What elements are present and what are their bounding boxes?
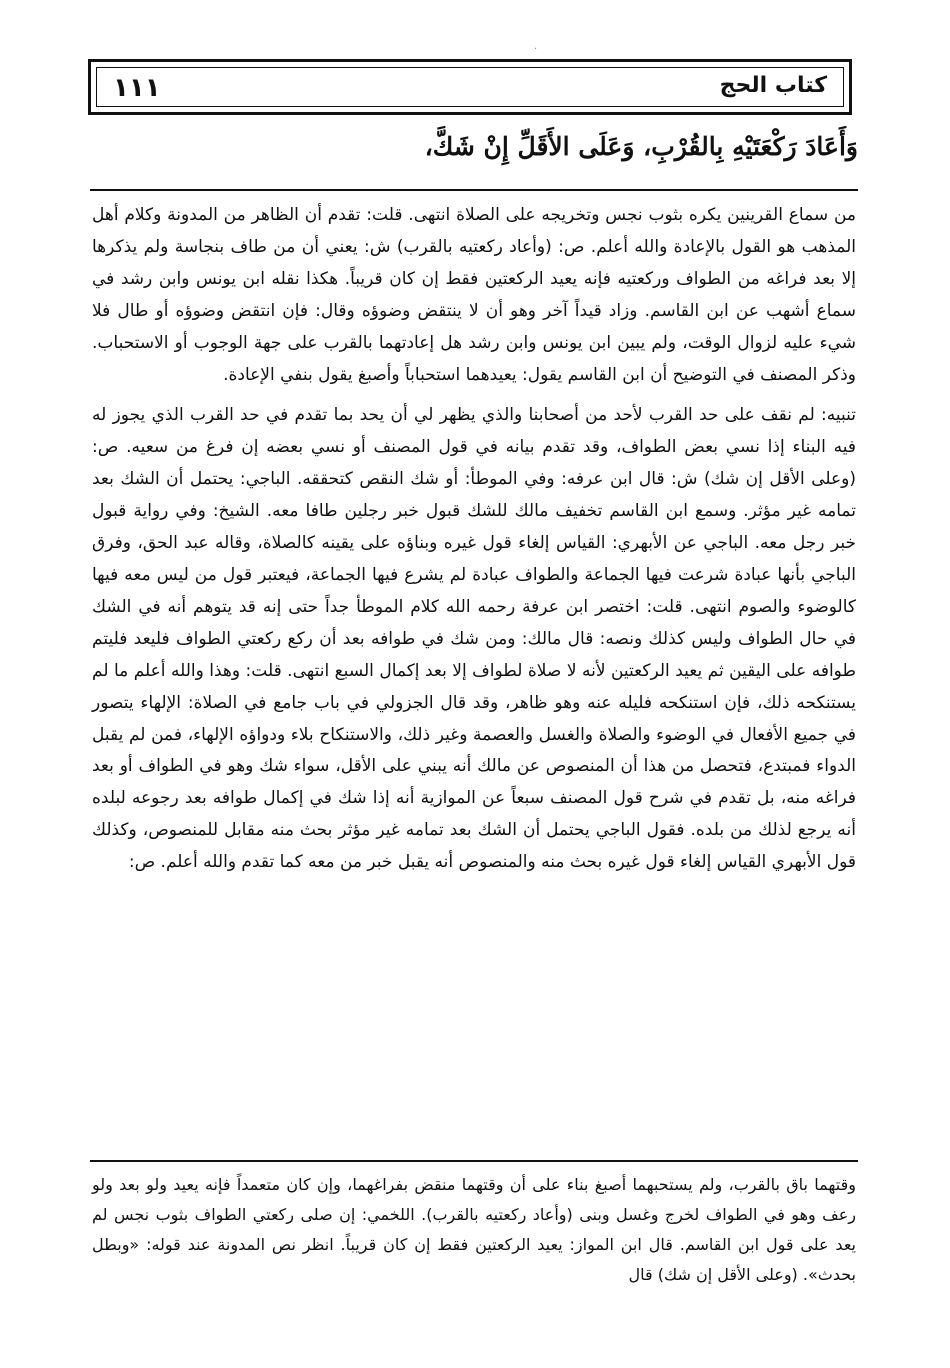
book-title: كتاب الحج	[719, 73, 827, 98]
footnote-section	[92, 1170, 856, 1290]
commentary-body	[92, 200, 856, 879]
main-text-line: وَأَعَادَ رَكْعَتَيْهِ بِالقُرْبِ، وَعَلَى الأَقَلِّ إِنْ شَكَّ،	[424, 132, 858, 161]
commentary-paragraph: من سماع القرينين يكره بثوب نجس وتخريجه على الصلاة انتهى. قلت: تقدم أن الظاهر من المدونة وكلام أهل المذهب هو القول بالإعادة والله أعلم. ص: (وأعاد ركعتيه بالقرب) ش: يعني أن من طاف بنجاسة ولم يذكرها إلا بعد فراغه من الطواف وركعتيه فإنه يعيد الركعتين فقط إن كان قريباً. هكذا نقله ابن يونس وابن رشد في سماع أشهب عن ابن القاسم. وزاد قيداً آخر وهو أن لا ينتقض وضوؤه وقال: فإن انتقض وضوؤه أو طال فلا شيء عليه لزوال الوقت، ولم يبين ابن يونس وابن رشد هل إعادتهما بالقرب على جهة الوجوب أو الاستحباب. وذكر المصنف في التوضيح أن ابن القاسم يقول: يعيدهما استحباباً وأصبغ يقول بنفي الإعادة.	[92, 205, 856, 385]
page-number: ١١١	[113, 73, 161, 103]
top-divider	[90, 189, 858, 191]
commentary-paragraph: تنبيه: لم نقف على حد القرب لأحد من أصحابنا والذي يظهر لي أن يحد بما تقدم في حد القرب الذي يجوز له فيه البناء إذا نسي بعض الطواف، وقد تقدم بيانه في قول المصنف أو نسي بعضه إن فرغ من سعيه. ص: (وعلى الأقل إن شك) ش: قال ابن عرفه: وفي الموطأ: أو شك النقص كتحققه. الباجي: يحتمل أن الشك بعد تمامه غير مؤثر. وسمع ابن القاسم تخفيف مالك للشك قبول خبر رجلين طافا معه. الشيخ: وفي رواية قبول خبر رجل معه. الباجي عن الأبهري: القياس إلغاء قول غيره وبناؤه على يقينه كالصلاة، وقاله عبد الحق، وفرق الباجي بأنها عبادة شرعت فيها الجماعة والطواف عبادة لم يشرع فيها الجماعة، فيعتبر قول من ليس معه فيها كالوضوء والصوم انتهى. قلت: اختصر ابن عرفة رحمه الله كلام الموطأ جداً حتى إنه قد يتوهم أنه في الشك في حال الطواف وليس كذلك ونصه: قال مالك: ومن شك في طوافه بعد أن ركع ركعتي الطواف فليعد فليتم طوافه على اليقين ثم يعيد الركعتين لأنه لا صلاة لطواف إلا بعد إكمال السبع انتهى. قلت: وهذا والله أعلم ما لم يستنكحه ذلك، فإن استنكحه فليله عنه وهو ظاهر، وقد قال الجزولي في باب جامع في الصلاة: الإلهاء يتصور في جميع الأفعال في الوضوء والصلاة والغسل والعصمة وغير ذلك، والاستنكاح بلاء ودواؤه الإلهاء، فمن لم يقبل الدواء فمبتدع، فتحصل من هذا أن المنصوص عن مالك أنه يبني على الأقل، سواء شك وهو في الطواف أو بعد فراغه منه، بل تقدم في شرح قول المصنف سبعاً عن الموازية أنه إذا شك في إكمال طوافه بعد رجوعه لبلده أنه يرجع لذلك من بلده. فقول الباجي يحتمل أن الشك بعد تمامه غير مؤثر بحث منه مقابل للمنصوص، وكذلك قول الأبهري القياس إلغاء قول غيره بحث منه والمنصوص أنه يقبل خبر من معه كما تقدم والله أعلم. ص:	[92, 405, 856, 873]
scan-speck: ·	[534, 44, 538, 55]
page-header	[88, 59, 852, 115]
footnote-divider	[90, 1160, 858, 1162]
footnote-text: وقتهما باق بالقرب، ولم يستحبهما أصبغ بناء على أن وقتهما منقض بفراغهما، وإن كان متعمداً فإنه يعيد ولو بعد ولو رعف وهو في الطواف لخرج وغسل وبنى (وأعاد ركعتيه بالقرب). اللخمي: إن صلى ركعتي الطواف بثوب نجس لم يعد على قول ابن القاسم. قال ابن المواز: يعيد الركعتين فقط إن كان قريباً. انظر نص المدونة عند قوله: «وبطل بحدث». (وعلى الأقل إن شك) قال	[92, 1175, 856, 1284]
